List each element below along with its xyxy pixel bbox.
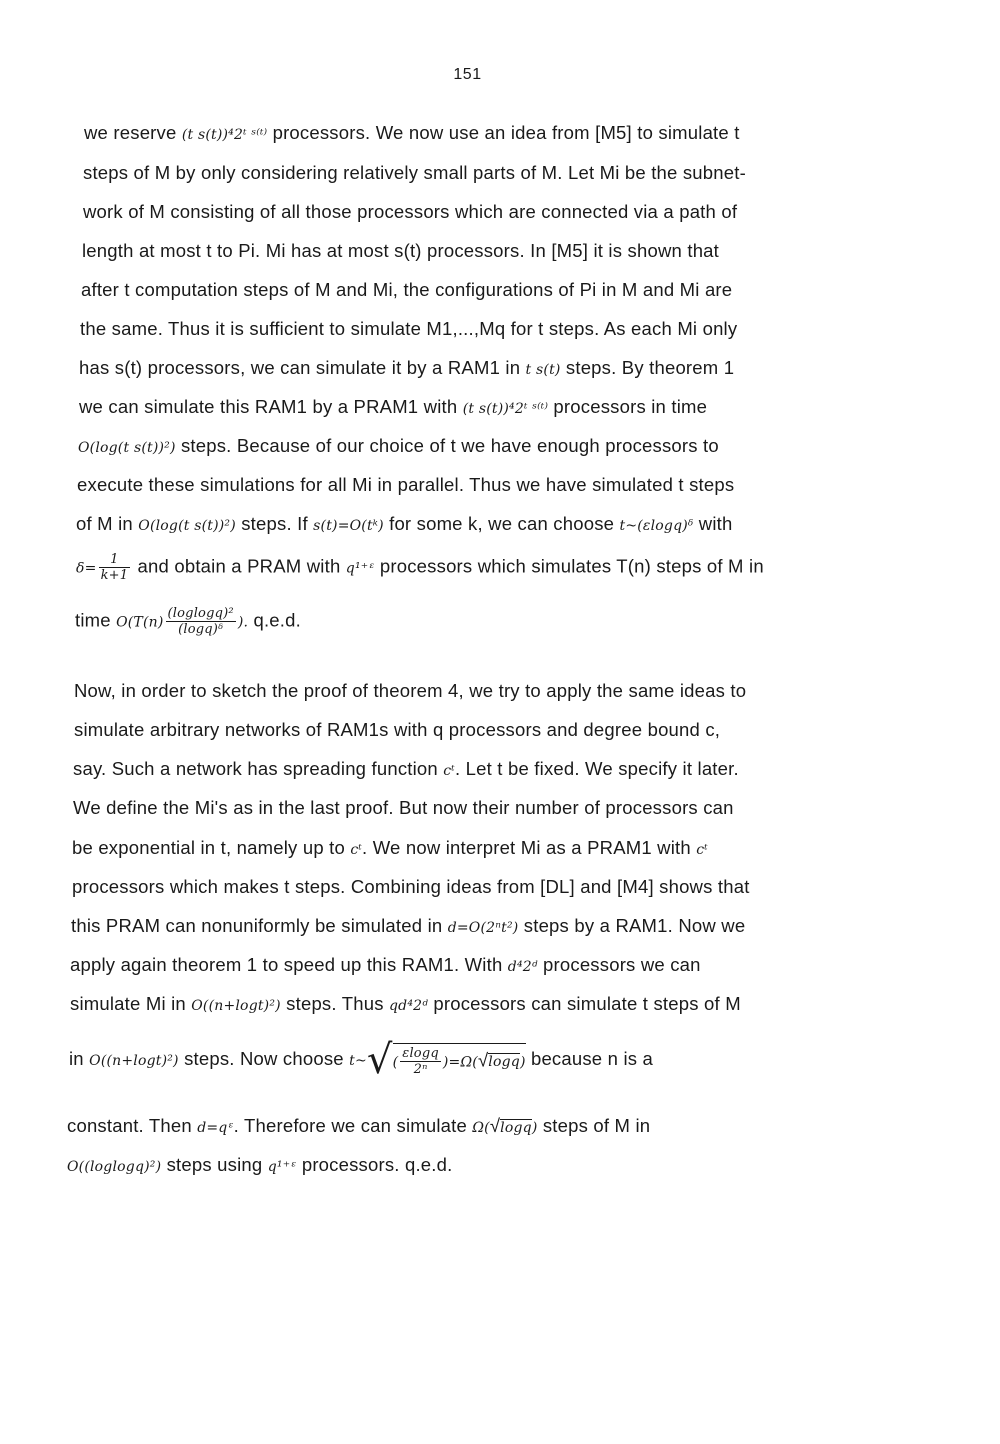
text-line: steps of M by only considering relatively small parts of M. Let Mi be the subnet- bbox=[83, 162, 746, 183]
fraction: $\frac{\varepsilon\log q}{\text{2ⁿ}}$ bbox=[402, 1046, 439, 1077]
sqrt-body: ( $\frac{\varepsilon\log q}{\text{2ⁿ}}$ )=Ω(√logq) bbox=[393, 1043, 526, 1077]
text-line: execute these simulations for all Mi in parallel. Thus we have simulated t steps bbox=[77, 474, 735, 495]
text-line: time O(T(n) $\frac{\text{(loglogq)²}}{\text{(logq)ᵟ}}$ ). q.e.d. bbox=[75, 606, 301, 637]
text-line: the same. Thus it is sufficient to simulate M1,...,Mq for t steps. As each Mi only bbox=[80, 318, 738, 339]
text-line: say. Such a network has spreading function cᵗ. Let t be fixed. We specify it later. bbox=[73, 758, 739, 779]
fraction: $\frac{\text{(loglogq)²}}{\text{(logq)ᵟ}}$ bbox=[167, 606, 234, 637]
text-line: constant. Then d=qᵋ. Therefore we can simulate Ω(√logq) steps of M in bbox=[67, 1115, 651, 1136]
text-line: we reserve (t s(t))⁴2ᵗ ˢ⁽ᵗ⁾ processors. We now use an idea from [M5] to simulate t bbox=[84, 122, 740, 143]
text-line: after t computation steps of M and Mi, the configurations of Pi in M and Mi are bbox=[81, 279, 733, 300]
text-line: we can simulate this RAM1 by a PRAM1 with (t s(t))⁴2ᵗ ˢ⁽ᵗ⁾ processors in time bbox=[79, 396, 708, 417]
text-line: be exponential in t, namely up to cᵗ. We now interpret Mi as a PRAM1 with cᵗ bbox=[72, 837, 708, 858]
text-line: in O((n+logt)²) steps. Now choose t~√( $\frac{\varepsilon\log q}{\text{2ⁿ}}$ )=Ω(√logq) because n is a bbox=[69, 1037, 654, 1083]
text-line: O((loglogq)²) steps using q¹⁺ᵋ processors. q.e.d. bbox=[67, 1154, 453, 1175]
text-line: apply again theorem 1 to speed up this RAM1. With d⁴2ᵈ processors we can bbox=[70, 954, 701, 975]
text-line: this PRAM can nonuniformly be simulated in d=O(2ⁿt²) steps by a RAM1. Now we bbox=[71, 915, 746, 936]
text-line: Now, in order to sketch the proof of theorem 4, we try to apply the same ideas to bbox=[74, 680, 747, 701]
text-line: O(log(t s(t))²) steps. Because of our choice of t we have enough processors to bbox=[78, 435, 719, 456]
text-line: simulate arbitrary networks of RAM1s with q processors and degree bound c, bbox=[74, 719, 721, 740]
text-line: has s(t) processors, we can simulate it by a RAM1 in t s(t) steps. By theorem 1 bbox=[79, 357, 735, 378]
text-line: length at most t to Pi. Mi has at most s(t) processors. In [M5] it is shown that bbox=[82, 240, 720, 261]
text-line: of M in O(log(t s(t))²) steps. If s(t)=O(tᵏ) for some k, we can choose t~(εlogq)ᵟ with bbox=[76, 513, 733, 534]
page-number: 151 bbox=[453, 66, 482, 83]
text-line: processors which makes t steps. Combining ideas from [DL] and [M4] shows that bbox=[72, 876, 750, 897]
sqrt-symbol: √ bbox=[366, 1037, 393, 1083]
text-line: We define the Mi's as in the last proof. But now their number of processors can bbox=[73, 797, 734, 818]
text-line: δ= $\frac{1}{k+1}$ and obtain a PRAM with q¹⁺ᵋ processors which simulates T(n) steps of M in bbox=[76, 552, 764, 583]
text-line: simulate Mi in O((n+logt)²) steps. Thus qd⁴2ᵈ processors can simulate t steps of M bbox=[70, 993, 741, 1014]
text-line: work of M consisting of all those processors which are connected via a path of bbox=[83, 201, 738, 222]
fraction: $\frac{1}{k+1}$ bbox=[100, 552, 129, 583]
